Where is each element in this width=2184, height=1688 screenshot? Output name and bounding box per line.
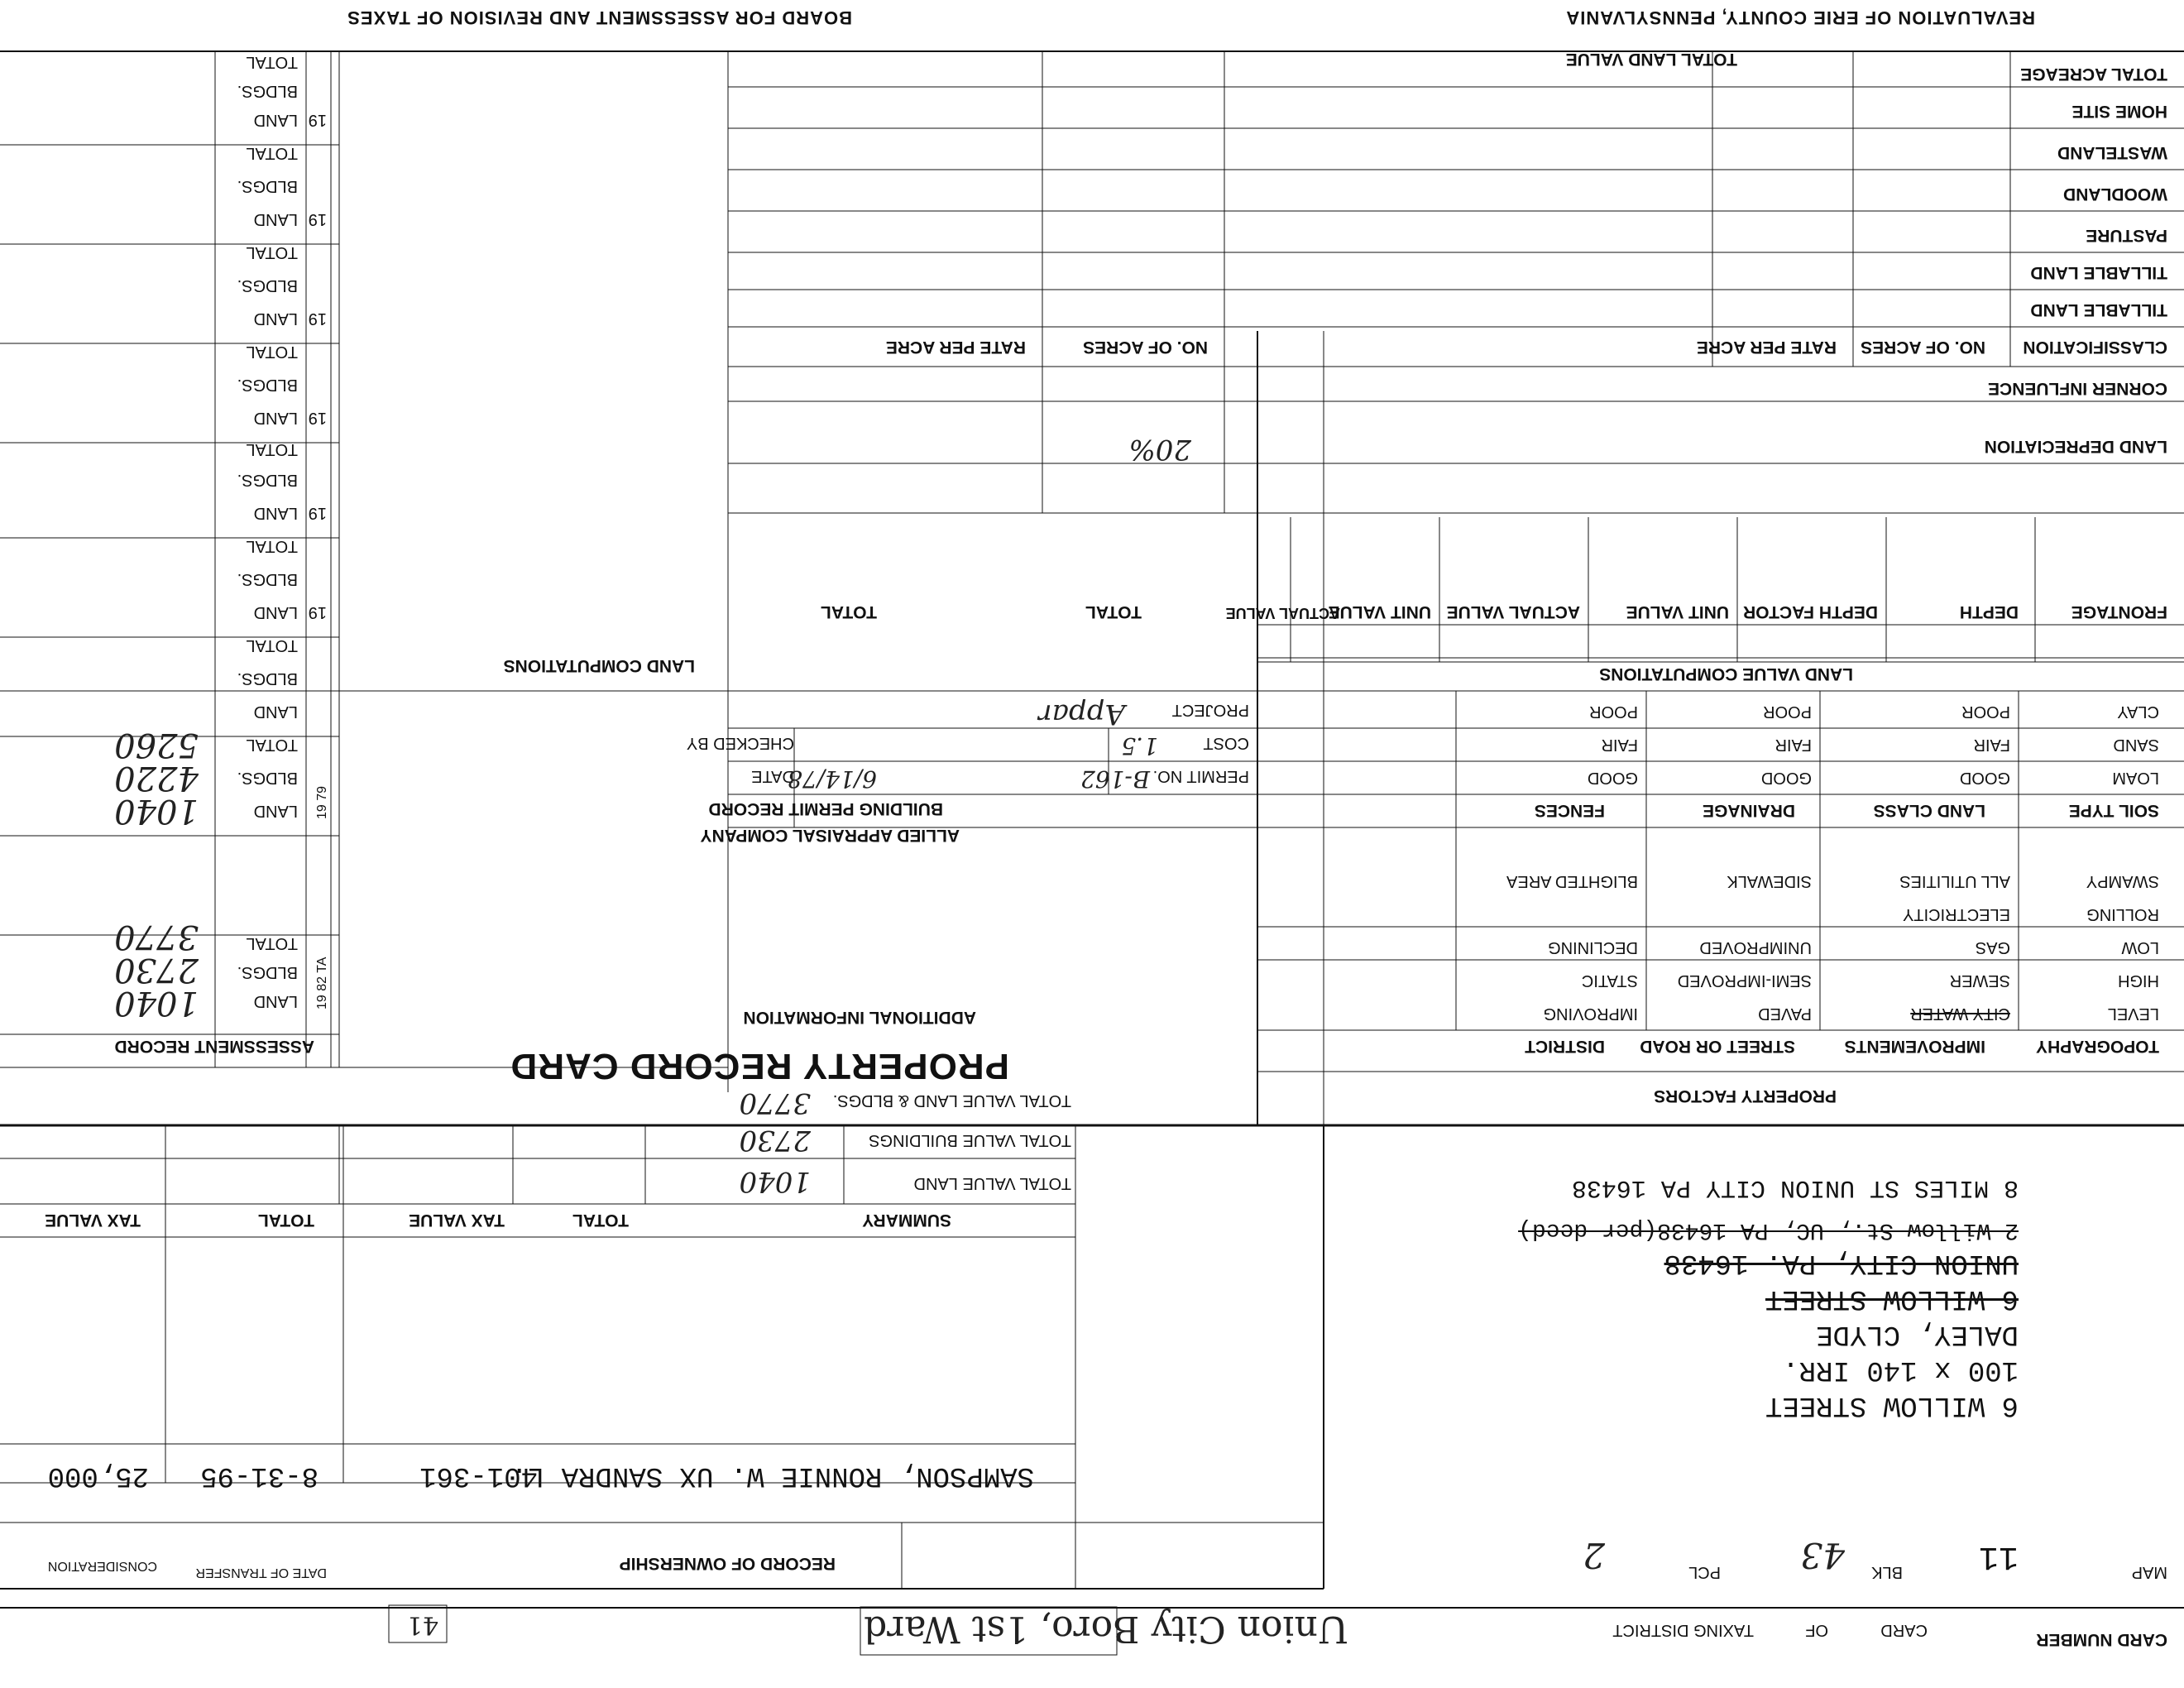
blk-number: 43 [1800, 1535, 1845, 1575]
transfer-date: 8-31-95 [200, 1460, 318, 1491]
assessment-year-2: 19 79 [315, 785, 329, 819]
land-row-total-acreage: TOTAL ACREAGE [2020, 65, 2167, 84]
land-row-home-site: HOME SITE [2071, 102, 2167, 121]
assessment-year-7: 19 [308, 210, 327, 228]
improvements-header: IMPROVEMENTS [1844, 1037, 1985, 1056]
pcl-number: 2 [1583, 1535, 1605, 1575]
assessment-land-3: LAND [253, 703, 298, 721]
soil-clay: CLAY [2117, 703, 2159, 721]
of-label: OF [1805, 1621, 1828, 1639]
assessment-total-6: TOTAL [246, 343, 298, 361]
ownership-date-col: DATE OF TRANSFER [195, 1566, 327, 1580]
land-row-tillable-1: TILLABLE LAND [2030, 300, 2167, 319]
land-row-wasteland: WASTELAND [2057, 143, 2167, 162]
land-table-rate-1: RATE PER ACRE [1696, 338, 1837, 357]
soil-good: GOOD [1959, 769, 2010, 787]
soil-poor: POOR [1961, 703, 2010, 721]
lvc-frontage: FRONTAGE [2071, 602, 2167, 621]
assessment-year-1: 19 82 TA [315, 957, 329, 1009]
assessment-total-7: TOTAL [246, 243, 298, 261]
lvc-total: TOTAL [1085, 602, 1142, 621]
improvement-electricity: ELECTRICITY [1902, 905, 2010, 923]
summary-tax-col: TAX VALUE [409, 1211, 505, 1230]
topography-rolling: ROLLING [2086, 905, 2159, 923]
assessment-total-8: TOTAL [246, 144, 298, 162]
additional-information-title: ADDITIONAL INFORMATION [743, 1008, 976, 1027]
map-label: MAP [2131, 1563, 2167, 1581]
address-line-2: 100 x 140 IRR. [1782, 1354, 2019, 1385]
district-blighted: BLIGHTED AREA [1506, 872, 1638, 890]
land-computations-title: LAND COMPUTATIONS [503, 656, 695, 675]
summary-total-col: TOTAL [572, 1211, 629, 1230]
topography-low: LOW [2121, 938, 2159, 957]
improvement-gas: GAS [1975, 938, 2010, 957]
assessment-land-5: LAND [253, 504, 298, 522]
blk-label: BLK [1871, 1563, 1903, 1581]
district-code: 41 [406, 1610, 438, 1639]
assessment-bldgs-5: BLDGS. [237, 471, 298, 489]
assessment-total-2: TOTAL [246, 736, 298, 754]
lvc-actual-value: ACTUAL VALUE [1446, 602, 1580, 621]
assessment-land-value-1: 1040 [114, 984, 199, 1022]
building-permit-title: BUILDING PERMIT RECORD [708, 799, 943, 818]
fences-header: FENCES [1534, 801, 1605, 820]
assessment-bldgs-9: BLDGS. [237, 82, 298, 100]
assessment-bldgs-value-2: 4220 [114, 759, 199, 797]
card-title: PROPERTY RECORD CARD [510, 1046, 1009, 1086]
district-declining: DECLINING [1548, 938, 1638, 957]
summary-land-label: TOTAL VALUE LAND [913, 1174, 1071, 1192]
land-table-classification: CLASSIFICATION [2023, 338, 2167, 357]
assessment-total-value-2: 5260 [114, 726, 199, 764]
project-label: PROJECT [1171, 701, 1249, 719]
street-sidewalk: SIDEWALK [1727, 872, 1812, 890]
assessment-year-6: 19 [308, 309, 327, 328]
soil-type-header: SOIL TYPE [2068, 801, 2159, 820]
land-class-header: LAND CLASS [1873, 801, 1985, 820]
lvc-total-2: TOTAL [820, 602, 877, 621]
land-class-fair: FAIR [1774, 736, 1812, 754]
assessment-bldgs-4: BLDGS. [237, 570, 298, 588]
land-table-rate-2: RATE PER ACRE [885, 338, 1026, 357]
assessment-total-value-1: 3770 [114, 918, 199, 956]
permit-date-label: DATE [751, 767, 794, 785]
property-factors-title: PROPERTY FACTORS [1654, 1086, 1837, 1105]
assessment-land-4: LAND [253, 603, 298, 621]
assessment-land-2: LAND [253, 802, 298, 820]
land-row-woodland: WOODLAND [2063, 185, 2167, 204]
drainage-poor: POOR [1589, 703, 1638, 721]
lvc-actual-value-2: ACTUAL VALUE [1225, 605, 1340, 621]
pcl-label: PCL [1688, 1563, 1721, 1581]
land-table-acres-1: NO. OF ACRES [1861, 338, 1985, 357]
soil-sand: SAND [2113, 736, 2159, 754]
address-line-1: 6 WILLOW STREET [1765, 1389, 2019, 1421]
lvc-depth-factor: DEPTH FACTOR [1743, 602, 1878, 621]
assessment-bldgs-8: BLDGS. [237, 177, 298, 195]
allied-appraisal: ALLIED APPRAISAL COMPANY [700, 826, 960, 845]
permit-date: 6/14/78 [788, 765, 877, 793]
drainage-good: GOOD [1587, 769, 1638, 787]
project-value: Appar [1038, 698, 1125, 731]
assessment-bldgs-1: BLDGS. [237, 963, 298, 981]
topography-level: LEVEL [2107, 1005, 2159, 1023]
drainage-header: DRAINAGE [1702, 801, 1795, 820]
assessment-year-8: 19 [308, 111, 327, 129]
assessment-bldgs-6: BLDGS. [237, 376, 298, 394]
summary-title: SUMMARY [862, 1211, 951, 1230]
address-line-5: UNION CITY, PA. 16438 [1664, 1247, 2019, 1278]
map-number: 11 [1978, 1537, 2019, 1575]
assessment-land-1: LAND [253, 992, 298, 1010]
taxing-district-label: TAXING DISTRICT [1612, 1621, 1754, 1639]
owner-name: SAMPSON, RONNIE W. UX SANDRA L. [510, 1460, 1034, 1491]
land-depreciation: LAND DEPRECIATION [1984, 437, 2167, 456]
summary-buildings-label: TOTAL VALUE BUILDINGS [869, 1131, 1071, 1149]
street-unimproved: UNIMPROVED [1699, 938, 1812, 957]
ownership-consideration-col: CONSIDERATION [47, 1559, 157, 1573]
district-static: STATIC [1581, 971, 1638, 990]
land-depreciation-value: 20% [1128, 433, 1191, 466]
assessment-year-5: 19 [308, 409, 327, 427]
assessment-total-1: TOTAL [246, 934, 298, 952]
address-line-6: 2 Willow St., UC, PA 16438(per deed) [1518, 1217, 2019, 1243]
assessment-title: ASSESSMENT RECORD [114, 1037, 314, 1056]
address-line-7: 8 MILES ST UNION CITY PA 16438 [1571, 1173, 2019, 1201]
street-semi-improved: SEMI-IMPROVED [1677, 971, 1812, 990]
cost-value: 1.5 [1121, 732, 1158, 760]
improvement-all-utilities: ALL UTILITIES [1899, 872, 2010, 890]
topography-swampy: SWAMPY [2086, 872, 2159, 890]
assessment-land-8: LAND [253, 210, 298, 228]
land-class-good: GOOD [1760, 769, 1812, 787]
land-value-computations-title: LAND VALUE COMPUTATIONS [1599, 664, 1853, 683]
cost-label: COST [1203, 734, 1249, 752]
lvc-unit-value: UNIT VALUE [1626, 602, 1729, 621]
topography-high: HIGH [2118, 971, 2159, 990]
assessment-land-7: LAND [253, 309, 298, 328]
assessment-total-9: TOTAL [246, 53, 298, 71]
summary-land-bldgs-total: 3770 [739, 1086, 811, 1120]
land-row-pasture: PASTURE [2086, 226, 2167, 245]
lvc-unit-value-2: UNIT VALUE [1328, 602, 1431, 621]
total-land-value: TOTAL LAND VALUE [1565, 50, 1737, 69]
consideration: 25,000 [47, 1460, 149, 1491]
land-class-poor: POOR [1763, 703, 1812, 721]
corner-influence: CORNER INFLUENCE [1987, 379, 2167, 398]
topography-header: TOPOGRAPHY [2036, 1037, 2159, 1056]
assessment-bldgs-7: BLDGS. [237, 276, 298, 295]
soil-fair: FAIR [1973, 736, 2010, 754]
land-table-acres-2: NO. OF ACRES [1083, 338, 1208, 357]
street-paved: PAVED [1758, 1005, 1812, 1023]
drainage-fair: FAIR [1601, 736, 1638, 754]
improvement-city-water: CITY WATER [1910, 1005, 2010, 1023]
summary-land-total: 1040 [739, 1165, 811, 1198]
assessment-bldgs-2: BLDGS. [237, 769, 298, 787]
ownership-title: RECORD OF OWNERSHIP [619, 1554, 836, 1573]
address-line-4: 6 WILLOW STREET [1765, 1283, 2019, 1314]
assessment-total-4: TOTAL [246, 537, 298, 555]
soil-loam: LOAM [2112, 769, 2159, 787]
permit-no: B-162 [1080, 765, 1150, 793]
checked-by-label: CHECKED BY [686, 734, 794, 752]
taxing-district: Union City Boro, 1st Ward [864, 1608, 1348, 1650]
summary-total-col-2: TOTAL [257, 1211, 314, 1230]
assessment-year-4: 19 [308, 504, 327, 522]
board-title: BOARD FOR ASSESSMENT AND REVISION OF TAXES [347, 7, 852, 28]
summary-buildings-total: 2730 [739, 1124, 811, 1157]
address-line-3: DALEY, CLYDE [1816, 1318, 2019, 1350]
district-improving: IMPROVING [1543, 1005, 1638, 1023]
card-number-label: CARD NUMBER [2036, 1630, 2167, 1649]
assessment-land-6: LAND [253, 409, 298, 427]
card-label: CARD [1880, 1621, 1928, 1639]
land-row-tillable-2: TILLABLE LAND [2030, 263, 2167, 282]
district-header: DISTRICT [1525, 1037, 1605, 1056]
street-road-header: STREET OR ROAD [1640, 1037, 1795, 1056]
summary-tax-col-2: TAX VALUE [45, 1211, 141, 1230]
assessment-bldgs-3: BLDGS. [237, 669, 298, 688]
summary-land-bldgs-label: TOTAL VALUE LAND & BLDGS. [832, 1091, 1071, 1110]
assessment-land-value-2: 1040 [114, 792, 199, 830]
improvement-sewer: SEWER [1949, 971, 2010, 990]
county-title: REVALUATION OF ERIE COUNTY, PENNSYLVANIA [1565, 7, 2035, 28]
deed-book: 401-361 [419, 1460, 538, 1491]
assessment-land-9: LAND [253, 111, 298, 129]
assessment-bldgs-value-1: 2730 [114, 951, 199, 989]
lvc-depth: DEPTH [1959, 602, 2019, 621]
assessment-total-3: TOTAL [246, 636, 298, 655]
assessment-year-3: 19 [308, 603, 327, 621]
permit-no-label: PERMIT NO. [1152, 767, 1249, 785]
assessment-total-5: TOTAL [246, 440, 298, 458]
